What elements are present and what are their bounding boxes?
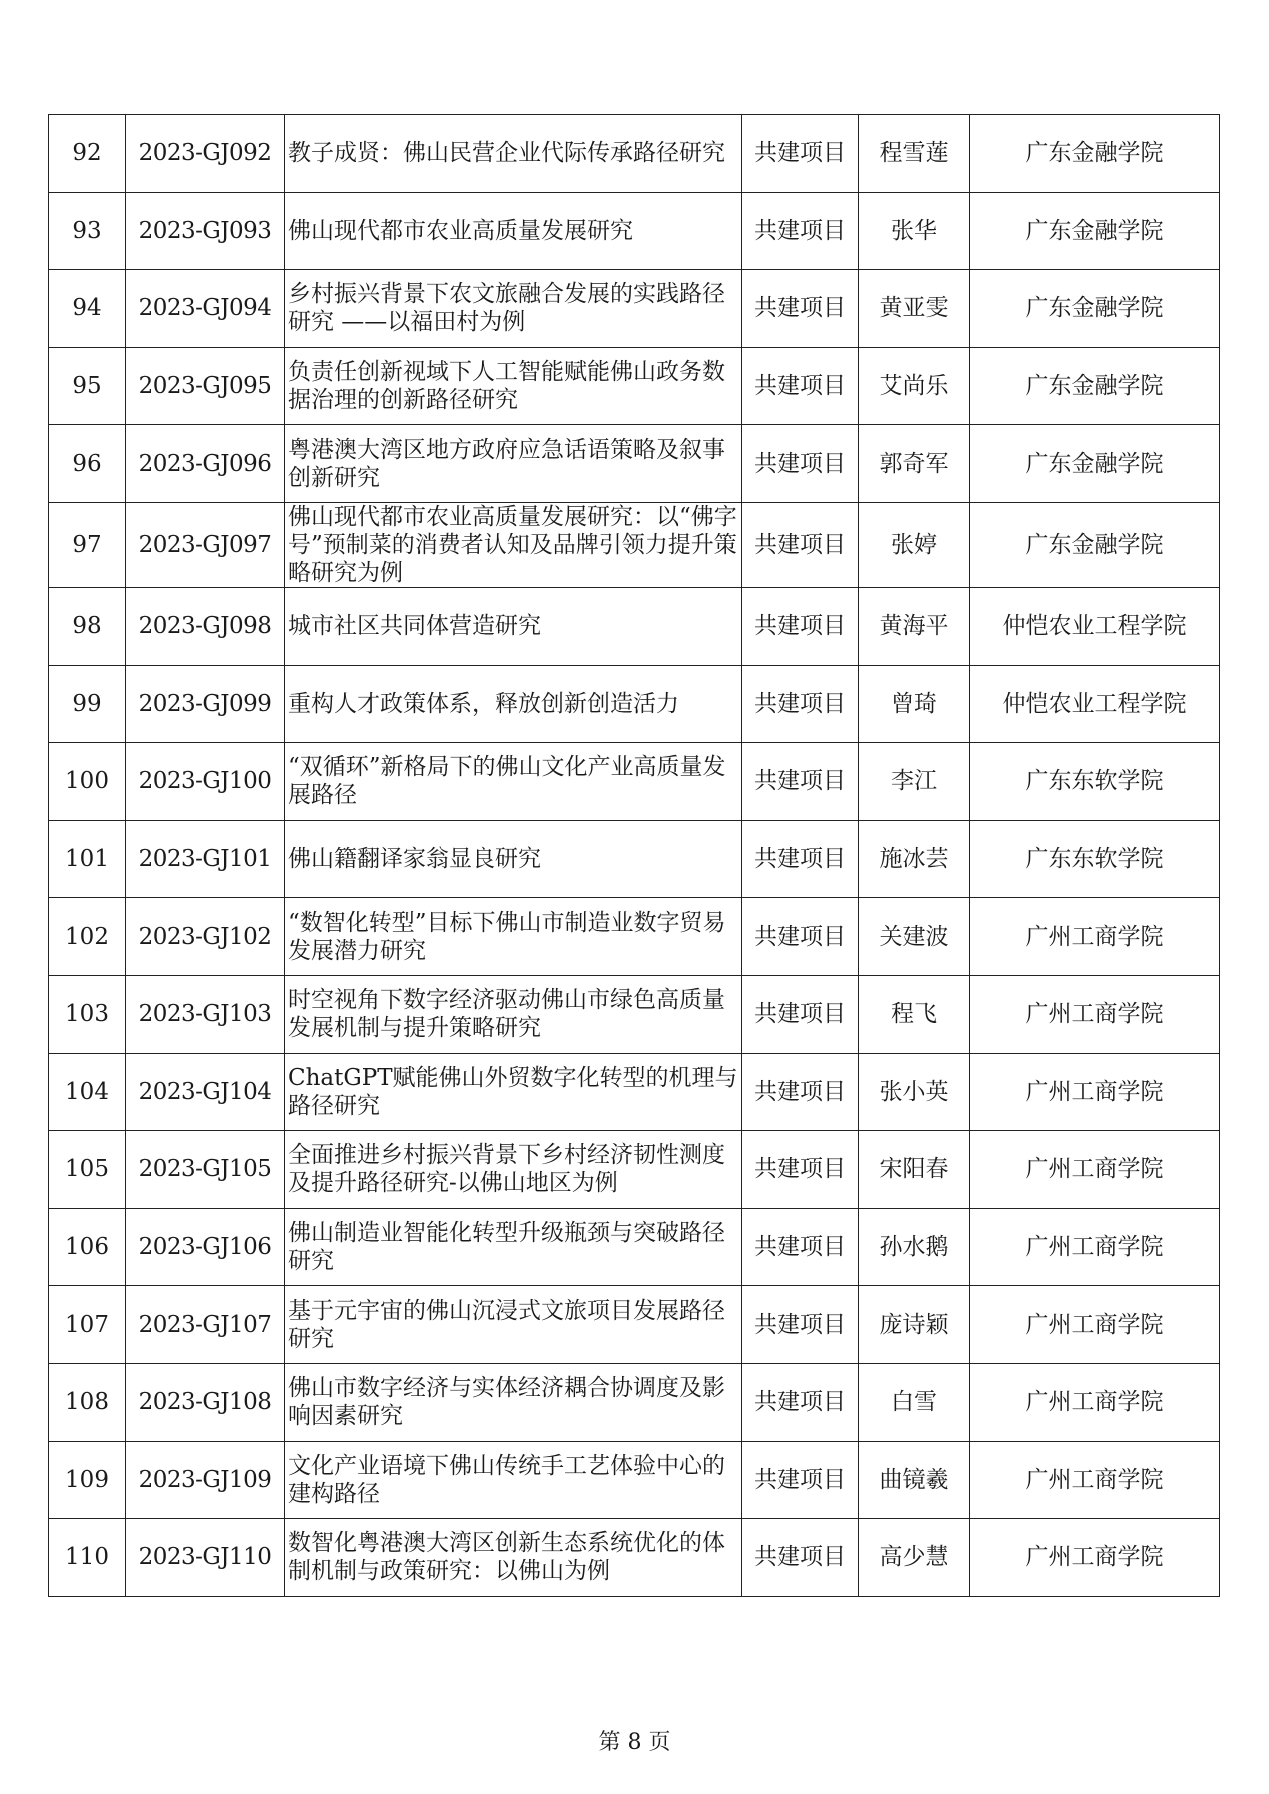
project-type: 共建项目 — [742, 347, 859, 425]
institution: 广东金融学院 — [970, 347, 1220, 425]
project-title: 佛山制造业智能化转型升级瓶颈与突破路径研究 — [285, 1208, 742, 1286]
institution: 仲恺农业工程学院 — [970, 587, 1220, 665]
row-index: 105 — [49, 1131, 126, 1209]
project-title: 基于元宇宙的佛山沉浸式文旅项目发展路径研究 — [285, 1286, 742, 1364]
project-type: 共建项目 — [742, 425, 859, 503]
row-index: 100 — [49, 743, 126, 821]
project-title: 城市社区共同体营造研究 — [285, 587, 742, 665]
institution: 广州工商学院 — [970, 1208, 1220, 1286]
institution: 广州工商学院 — [970, 1363, 1220, 1441]
project-title: 数智化粤港澳大湾区创新生态系统优化的体制机制与政策研究：以佛山为例 — [285, 1519, 742, 1597]
project-type: 共建项目 — [742, 587, 859, 665]
project-type: 共建项目 — [742, 665, 859, 743]
table-row — [49, 347, 1220, 425]
project-title: “数智化转型”目标下佛山市制造业数字贸易发展潜力研究 — [285, 898, 742, 976]
project-type: 共建项目 — [742, 1363, 859, 1441]
project-type: 共建项目 — [742, 1441, 859, 1519]
row-index: 109 — [49, 1441, 126, 1519]
project-title: ChatGPT赋能佛山外贸数字化转型的机理与路径研究 — [285, 1053, 742, 1131]
row-index: 103 — [49, 975, 126, 1053]
project-leader: 宋阳春 — [859, 1131, 970, 1209]
project-type: 共建项目 — [742, 192, 859, 270]
project-title: 全面推进乡村振兴背景下乡村经济韧性测度及提升路径研究-以佛山地区为例 — [285, 1131, 742, 1209]
project-leader: 高少慧 — [859, 1519, 970, 1597]
table-row — [49, 1519, 1220, 1597]
institution: 广东金融学院 — [970, 270, 1220, 348]
project-leader: 郭奇军 — [859, 425, 970, 503]
project-leader: 曲镜羲 — [859, 1441, 970, 1519]
project-code: 2023-GJ108 — [126, 1363, 285, 1441]
institution: 广东金融学院 — [970, 192, 1220, 270]
row-index: 110 — [49, 1519, 126, 1597]
table-row — [49, 587, 1220, 665]
project-code: 2023-GJ098 — [126, 587, 285, 665]
project-code: 2023-GJ109 — [126, 1441, 285, 1519]
table-row — [49, 898, 1220, 976]
project-code: 2023-GJ093 — [126, 192, 285, 270]
project-leader: 程飞 — [859, 975, 970, 1053]
institution: 广东金融学院 — [970, 115, 1220, 193]
page-number: 第 8 页 — [598, 1730, 671, 1755]
project-leader: 张婷 — [859, 502, 970, 587]
row-index: 95 — [49, 347, 126, 425]
table-row — [49, 192, 1220, 270]
project-code: 2023-GJ101 — [126, 820, 285, 898]
project-code: 2023-GJ092 — [126, 115, 285, 193]
row-index: 98 — [49, 587, 126, 665]
project-type: 共建项目 — [742, 820, 859, 898]
project-leader: 张华 — [859, 192, 970, 270]
project-leader: 李江 — [859, 743, 970, 821]
project-title: 佛山现代都市农业高质量发展研究 — [285, 192, 742, 270]
row-index: 101 — [49, 820, 126, 898]
project-type: 共建项目 — [742, 975, 859, 1053]
project-title: 粤港澳大湾区地方政府应急话语策略及叙事创新研究 — [285, 425, 742, 503]
row-index: 94 — [49, 270, 126, 348]
project-leader: 程雪莲 — [859, 115, 970, 193]
project-code: 2023-GJ096 — [126, 425, 285, 503]
institution: 广州工商学院 — [970, 1053, 1220, 1131]
project-leader: 曾琦 — [859, 665, 970, 743]
project-title: 佛山籍翻译家翁显良研究 — [285, 820, 742, 898]
project-code: 2023-GJ100 — [126, 743, 285, 821]
institution: 仲恺农业工程学院 — [970, 665, 1220, 743]
table-row — [49, 975, 1220, 1053]
institution: 广东东软学院 — [970, 743, 1220, 821]
row-index: 92 — [49, 115, 126, 193]
institution: 广东东软学院 — [970, 820, 1220, 898]
row-index: 99 — [49, 665, 126, 743]
institution: 广州工商学院 — [970, 1441, 1220, 1519]
table-row — [49, 743, 1220, 821]
project-leader: 关建波 — [859, 898, 970, 976]
table-row — [49, 1363, 1220, 1441]
table-row — [49, 665, 1220, 743]
project-title: 文化产业语境下佛山传统手工艺体验中心的建构路径 — [285, 1441, 742, 1519]
project-title: 教子成贤：佛山民营企业代际传承路径研究 — [285, 115, 742, 193]
row-index: 106 — [49, 1208, 126, 1286]
project-leader: 庞诗颖 — [859, 1286, 970, 1364]
institution: 广东金融学院 — [970, 425, 1220, 503]
table-row — [49, 270, 1220, 348]
project-code: 2023-GJ097 — [126, 502, 285, 587]
project-code: 2023-GJ103 — [126, 975, 285, 1053]
institution: 广州工商学院 — [970, 975, 1220, 1053]
project-title: 重构人才政策体系，释放创新创造活力 — [285, 665, 742, 743]
project-leader: 白雪 — [859, 1363, 970, 1441]
project-type: 共建项目 — [742, 1053, 859, 1131]
project-code: 2023-GJ107 — [126, 1286, 285, 1364]
table-row — [49, 502, 1220, 587]
project-type: 共建项目 — [742, 502, 859, 587]
table-row — [49, 1441, 1220, 1519]
project-table — [48, 114, 1220, 1597]
table-row — [49, 425, 1220, 503]
project-type: 共建项目 — [742, 898, 859, 976]
project-title: 负责任创新视域下人工智能赋能佛山政务数据治理的创新路径研究 — [285, 347, 742, 425]
project-type: 共建项目 — [742, 270, 859, 348]
row-index: 104 — [49, 1053, 126, 1131]
table-row — [49, 1208, 1220, 1286]
project-type: 共建项目 — [742, 1519, 859, 1597]
project-leader: 黄亚雯 — [859, 270, 970, 348]
table-body — [49, 115, 1220, 1597]
project-type: 共建项目 — [742, 115, 859, 193]
project-leader: 施冰芸 — [859, 820, 970, 898]
project-title: 佛山市数字经济与实体经济耦合协调度及影响因素研究 — [285, 1363, 742, 1441]
project-leader: 黄海平 — [859, 587, 970, 665]
row-index: 97 — [49, 502, 126, 587]
project-code: 2023-GJ099 — [126, 665, 285, 743]
project-code: 2023-GJ094 — [126, 270, 285, 348]
row-index: 108 — [49, 1363, 126, 1441]
project-code: 2023-GJ110 — [126, 1519, 285, 1597]
project-type: 共建项目 — [742, 1286, 859, 1364]
table-row — [49, 115, 1220, 193]
project-leader: 张小英 — [859, 1053, 970, 1131]
project-title: 时空视角下数字经济驱动佛山市绿色高质量发展机制与提升策略研究 — [285, 975, 742, 1053]
project-title: 乡村振兴背景下农文旅融合发展的实践路径研究 ——以福田村为例 — [285, 270, 742, 348]
row-index: 102 — [49, 898, 126, 976]
project-title: 佛山现代都市农业高质量发展研究：以“佛字号”预制菜的消费者认知及品牌引领力提升策略研究为例 — [285, 502, 742, 587]
project-code: 2023-GJ105 — [126, 1131, 285, 1209]
institution: 广州工商学院 — [970, 1519, 1220, 1597]
project-type: 共建项目 — [742, 1131, 859, 1209]
project-leader: 孙水鹅 — [859, 1208, 970, 1286]
project-code: 2023-GJ095 — [126, 347, 285, 425]
institution: 广州工商学院 — [970, 1286, 1220, 1364]
project-type: 共建项目 — [742, 1208, 859, 1286]
table-row — [49, 1286, 1220, 1364]
project-code: 2023-GJ102 — [126, 898, 285, 976]
table-row — [49, 1131, 1220, 1209]
project-code: 2023-GJ106 — [126, 1208, 285, 1286]
institution: 广州工商学院 — [970, 898, 1220, 976]
row-index: 107 — [49, 1286, 126, 1364]
project-type: 共建项目 — [742, 743, 859, 821]
institution: 广东金融学院 — [970, 502, 1220, 587]
row-index: 93 — [49, 192, 126, 270]
table-row — [49, 820, 1220, 898]
row-index: 96 — [49, 425, 126, 503]
project-leader: 艾尚乐 — [859, 347, 970, 425]
table-row — [49, 1053, 1220, 1131]
project-title: “双循环”新格局下的佛山文化产业高质量发展路径 — [285, 743, 742, 821]
project-code: 2023-GJ104 — [126, 1053, 285, 1131]
institution: 广州工商学院 — [970, 1131, 1220, 1209]
